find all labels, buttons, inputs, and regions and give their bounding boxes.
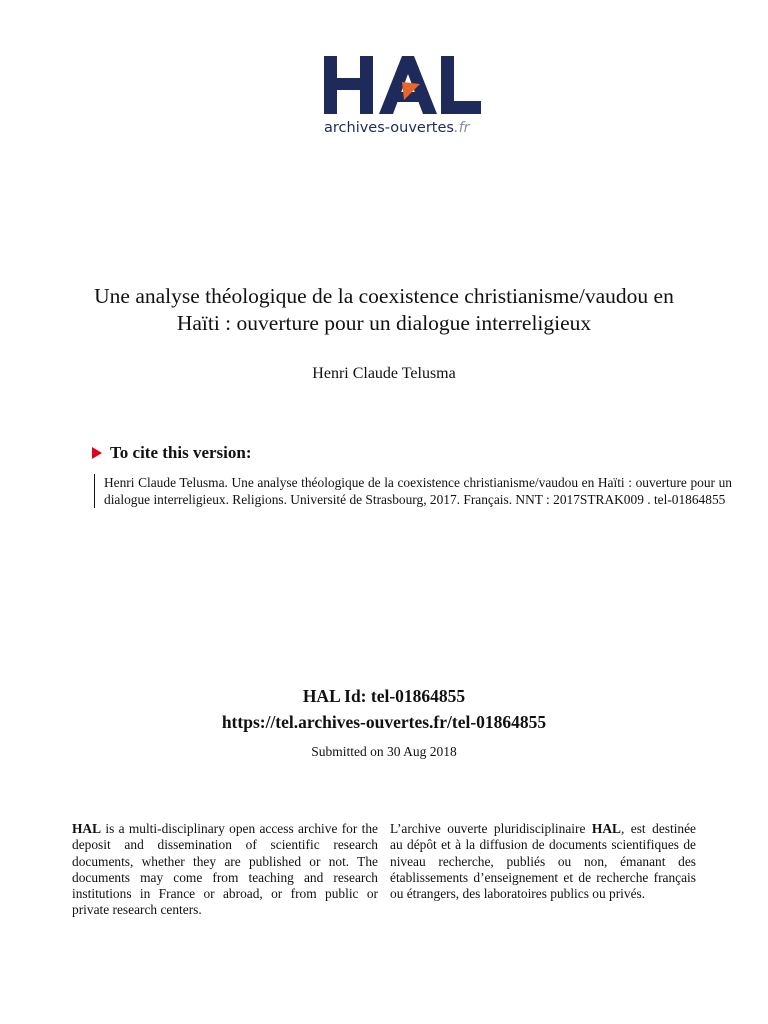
notice-french-body: , est destinée au dépôt et à la diffusion de documents scientifiques de niveau recherche, publiés ou non, émanant des établissements d’enseignement et de recherche français ou étrangers, des laboratoires publics ou privés. (390, 821, 697, 902)
hal-logo-tagline: archives-ouvertes.fr (324, 120, 470, 136)
notice-english (72, 821, 378, 919)
notice-english-lead: HAL (72, 821, 102, 836)
hal-logo (322, 54, 484, 142)
cite-heading (92, 443, 252, 463)
hal-id: HAL Id: tel-01864855 (302, 686, 466, 706)
notice-french-intro: L’archive ouverte pluridisciplinaire (390, 821, 592, 836)
cite-heading-label: To cite this version: (110, 443, 252, 462)
citation-text: Henri Claude Telusma. Une analyse théologique de la coexistence christianisme/vaudou en Haïti : ouverture pour un dialogue interreligieux. Religions. Université de Strasbourg, 2017. Français. NNT : 2017STRAK009 . tel-01864855 (94, 474, 732, 508)
document-title: Une analyse théologique de la coexistence christianisme/vaudou en Haïti : ouverture pour un dialogue interreligieux (94, 284, 674, 335)
notice-english-body: is a multi-disciplinary open access archive for the deposit and dissemination of scientific research documents, whether they are published or not. The documents may come from teaching and research institutions in France or abroad, or from public or private research centers. (72, 821, 378, 918)
hal-url-link[interactable]: https://tel.archives-ouvertes.fr/tel-01864855 (221, 712, 547, 732)
notice-french-lead: HAL (591, 821, 621, 836)
triangle-bullet-icon (92, 447, 102, 459)
document-author: Henri Claude Telusma (312, 365, 456, 382)
submission-date: Submitted on 30 Aug 2018 (311, 744, 457, 759)
notice-french (390, 821, 696, 902)
hal-logo-mark (322, 54, 484, 116)
